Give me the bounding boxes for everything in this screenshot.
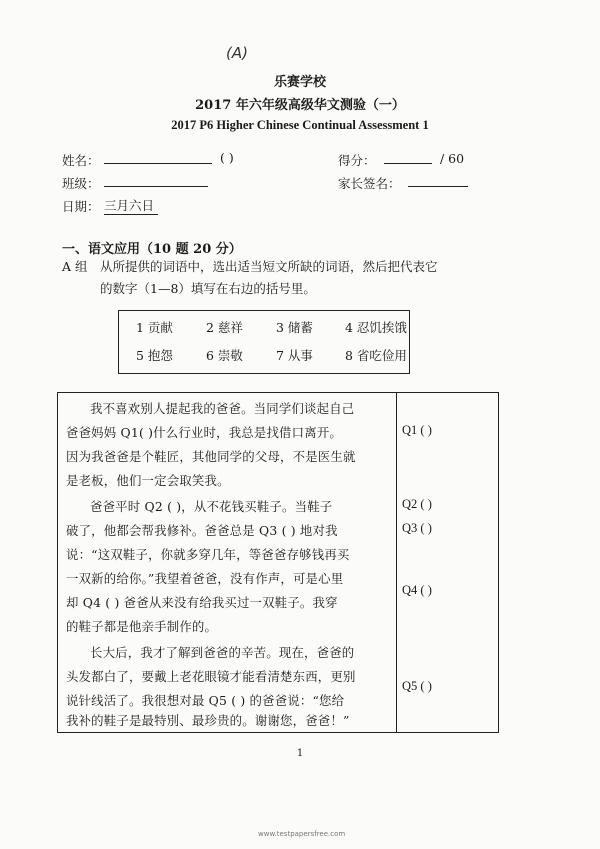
passage-line: 却 Q4 ( ) 爸爸从来没有给我买过一双鞋子。我穿 xyxy=(66,595,338,610)
word-option: 4 忍饥挨饿 xyxy=(345,320,407,335)
word-option: 7 从事 xyxy=(276,348,313,363)
section-title: 一、语文应用（10 题 20 分） xyxy=(62,242,242,257)
exam-title-cn: 2017 年六年级高级华文测验（一） xyxy=(195,98,405,113)
date-label: 日期： xyxy=(62,199,100,214)
passage-line: 我补的鞋子是最特別、最珍贵的。谢谢您，爸爸！” xyxy=(66,713,350,728)
group-label: A 组 xyxy=(62,259,88,274)
class-number-parens: ( ) xyxy=(220,150,234,165)
score-label: 得分： xyxy=(338,153,376,168)
school-name: 乐赛学校 xyxy=(273,75,326,90)
answer-q1[interactable]: Q1 ( ) xyxy=(402,423,432,437)
name-label: 姓名： xyxy=(62,153,100,168)
passage-line: 的鞋子都是他亲手制作的。 xyxy=(66,619,218,634)
date-value: 三月六日 xyxy=(104,196,158,215)
class-label: 班级： xyxy=(62,176,100,191)
parent-signature-label: 家长签名： xyxy=(338,176,401,191)
column-divider xyxy=(396,393,397,732)
footer-url: www.testpapersfree.com xyxy=(258,830,346,838)
passage-line: 长大后，我才了解到爸爸的辛苦。现在，爸爸的 xyxy=(90,645,355,660)
page-number: 1 xyxy=(296,748,304,759)
score-total: / 60 xyxy=(440,151,465,166)
passage-line: 说：“这双鞋子，你就多穿几年，等爸爸存够钱再买 xyxy=(66,547,350,562)
passage-line: 因为我爸爸是个鞋匠，其他同学的父母，不是医生就 xyxy=(66,449,356,464)
word-option: 2 慈祥 xyxy=(206,320,243,335)
passage-line: 我不喜欢别人提起我的爸爸。当同学们谈起自己 xyxy=(90,401,355,416)
word-option: 1 贡献 xyxy=(136,320,173,335)
class-input-line[interactable] xyxy=(104,174,208,187)
answer-q5[interactable]: Q5 ( ) xyxy=(402,679,432,693)
score-input-line[interactable] xyxy=(384,151,432,164)
answer-q4[interactable]: Q4 ( ) xyxy=(402,583,432,597)
passage-line: 爸爸妈妈 Q1( )什么行业时，我总是找借口离开。 xyxy=(66,425,343,440)
passage-line: 爸爸平时 Q2 ( )，从不花钱买鞋子。当鞋子 xyxy=(90,499,333,514)
word-option: 3 储蓄 xyxy=(276,320,313,335)
instruction-line-2: 的数字（1—8）填写在右边的括号里。 xyxy=(100,281,316,296)
passage-line: 破了，他都会帮我修补。爸爸总是 Q3 ( ) 地对我 xyxy=(66,523,338,538)
passage-table xyxy=(57,392,499,733)
passage-line: 是老板，他们一定会取笑我。 xyxy=(66,473,230,488)
word-option: 8 省吃俭用 xyxy=(345,348,407,363)
exam-title-en: 2017 P6 Higher Chinese Continual Assessment 1 xyxy=(171,118,429,132)
parent-signature-line[interactable] xyxy=(408,174,468,187)
answer-q3[interactable]: Q3 ( ) xyxy=(402,521,432,535)
passage-line: 一双新的给你。”我望着爸爸，没有作声，可是心里 xyxy=(66,571,344,586)
word-options-box xyxy=(118,310,410,374)
word-option: 6 崇敬 xyxy=(206,348,243,363)
passage-line: 说针线活了。我很想对最 Q5 ( ) 的爸爸说：“您给 xyxy=(66,693,345,708)
name-input-line[interactable] xyxy=(104,151,212,164)
handwritten-mark: (A) xyxy=(226,44,248,62)
word-option: 5 抱怨 xyxy=(136,348,173,363)
passage-line: 头发都白了，要戴上老花眼镜才能看清楚东西，更别 xyxy=(66,669,356,684)
instruction-line-1: 从所提供的词语中，选出适当短文所缺的词语，然后把代表它 xyxy=(100,259,438,274)
answer-q2[interactable]: Q2 ( ) xyxy=(402,497,432,511)
